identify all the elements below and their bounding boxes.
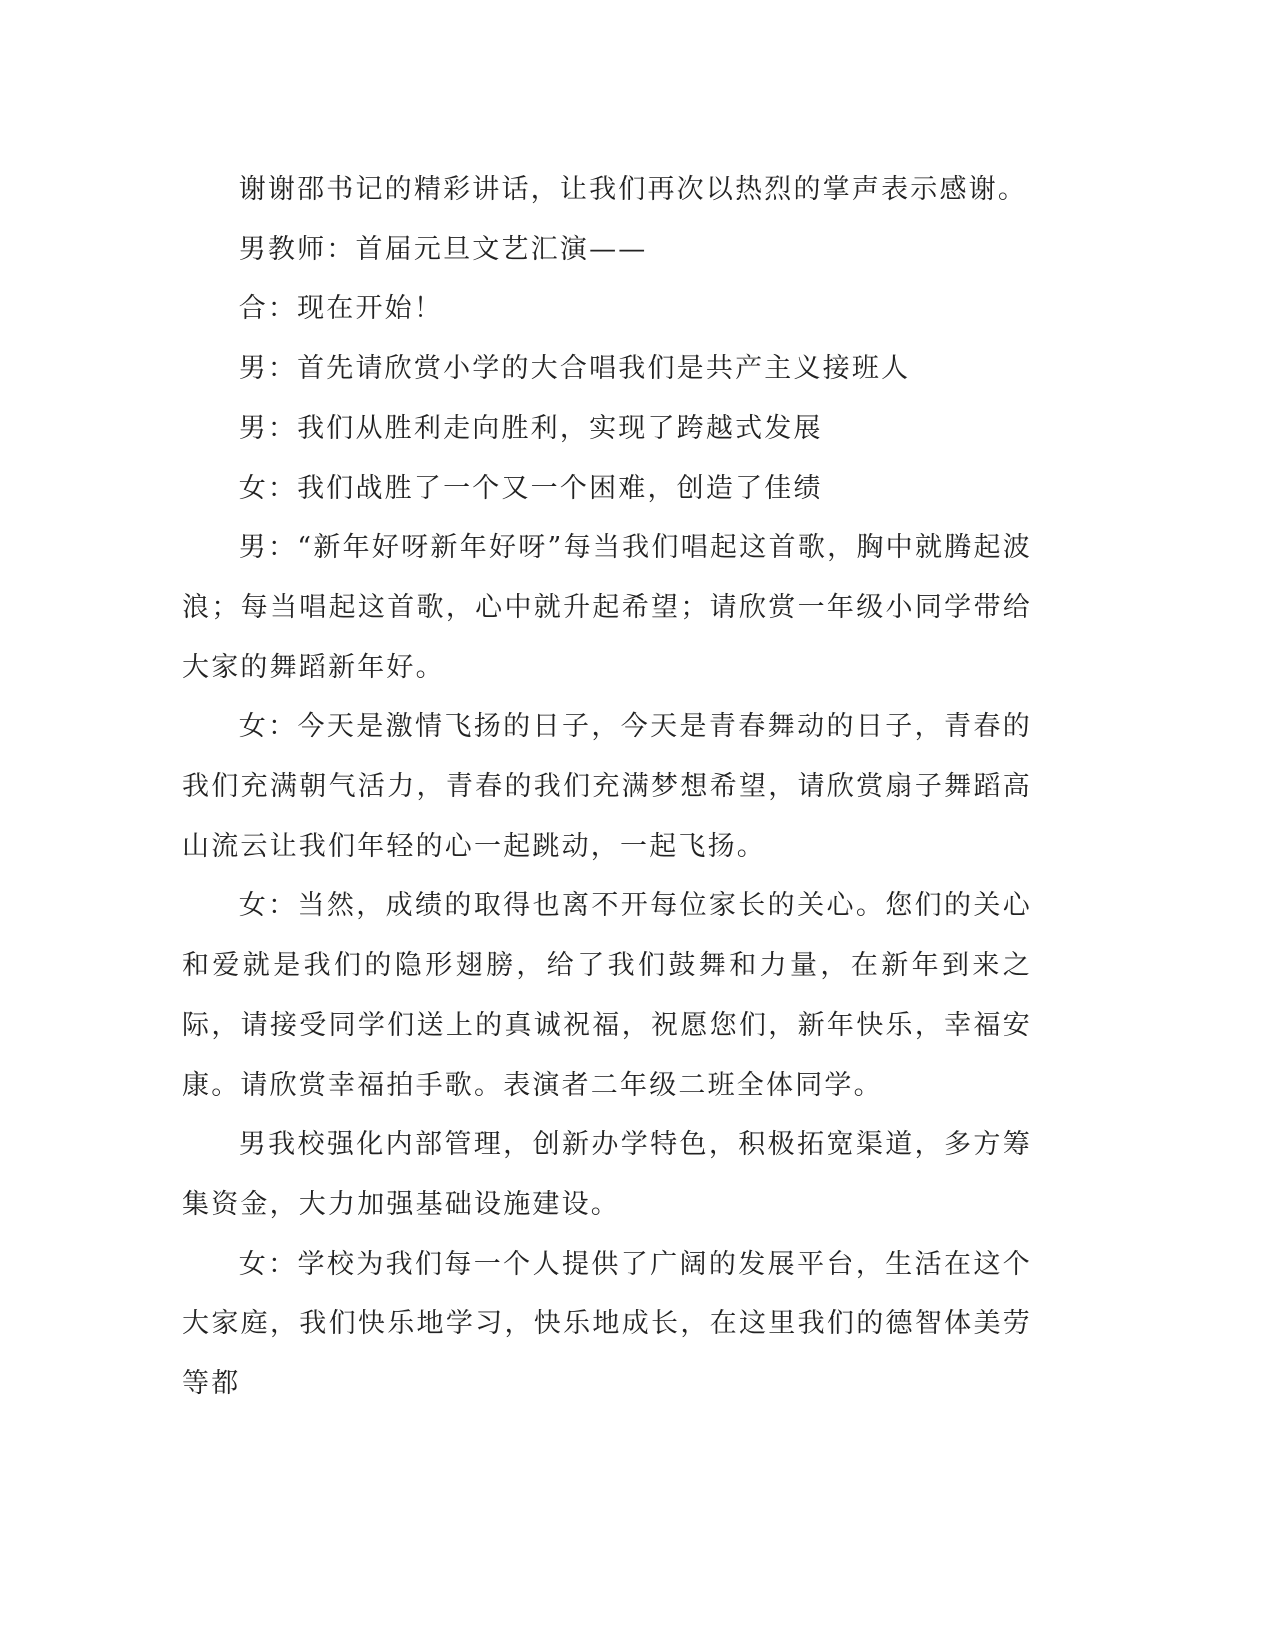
document-body <box>182 160 1032 1414</box>
paragraph-school-platform: 女：学校为我们每一个人提供了广阔的发展平台，生活在这个大家庭，我们快乐地学习，快乐地成长，在这里我们的德智体美劳等都 <box>182 1248 1032 1400</box>
paragraph-thanks: 谢谢邵书记的精彩讲话，让我们再次以热烈的掌声表示感谢。 <box>238 174 1028 205</box>
paragraph-parents: 女：当然，成绩的取得也离不开每位家长的关心。您们的关心和爱就是我们的隐形翅膀，给了我们鼓舞和力量，在新年到来之际，请接受同学们送上的真诚祝福，祝愿您们，新年快乐，幸福安康。请欣赏幸福拍手歌。表演者二年级二班全体同学。 <box>182 890 1032 1101</box>
paragraph-victory: 男：我们从胜利走向胜利，实现了跨越式发展 <box>238 412 823 444</box>
paragraph-male-teacher: 男教师：首届元旦文艺汇演—— <box>238 233 648 265</box>
paragraph-together-start: 合：现在开始！ <box>238 293 444 325</box>
paragraph-chorus: 男：首先请欣赏小学的大合唱我们是共产主义接班人 <box>238 353 911 385</box>
paragraph-fan-dance: 女：今天是激情飞扬的日子，今天是青春舞动的日子，青春的我们充满朝气活力，青春的我们充满梦想希望，请欣赏扇子舞蹈高山流云让我们年轻的心一起跳动，一起飞扬。 <box>182 711 1032 862</box>
paragraph-school-management: 男我校强化内部管理，创新办学特色，积极拓宽渠道，多方筹集资金，大力加强基础设施建设。 <box>182 1129 1032 1220</box>
paragraph-achievements: 女：我们战胜了一个又一个困难，创造了佳绩 <box>238 472 823 504</box>
paragraph-new-year-song: 男：“新年好呀新年好呀”每当我们唱起这首歌，胸中就腾起波浪；每当唱起这首歌，心中就升起希望；请欣赏一年级小同学带给大家的舞蹈新年好。 <box>182 532 1032 683</box>
